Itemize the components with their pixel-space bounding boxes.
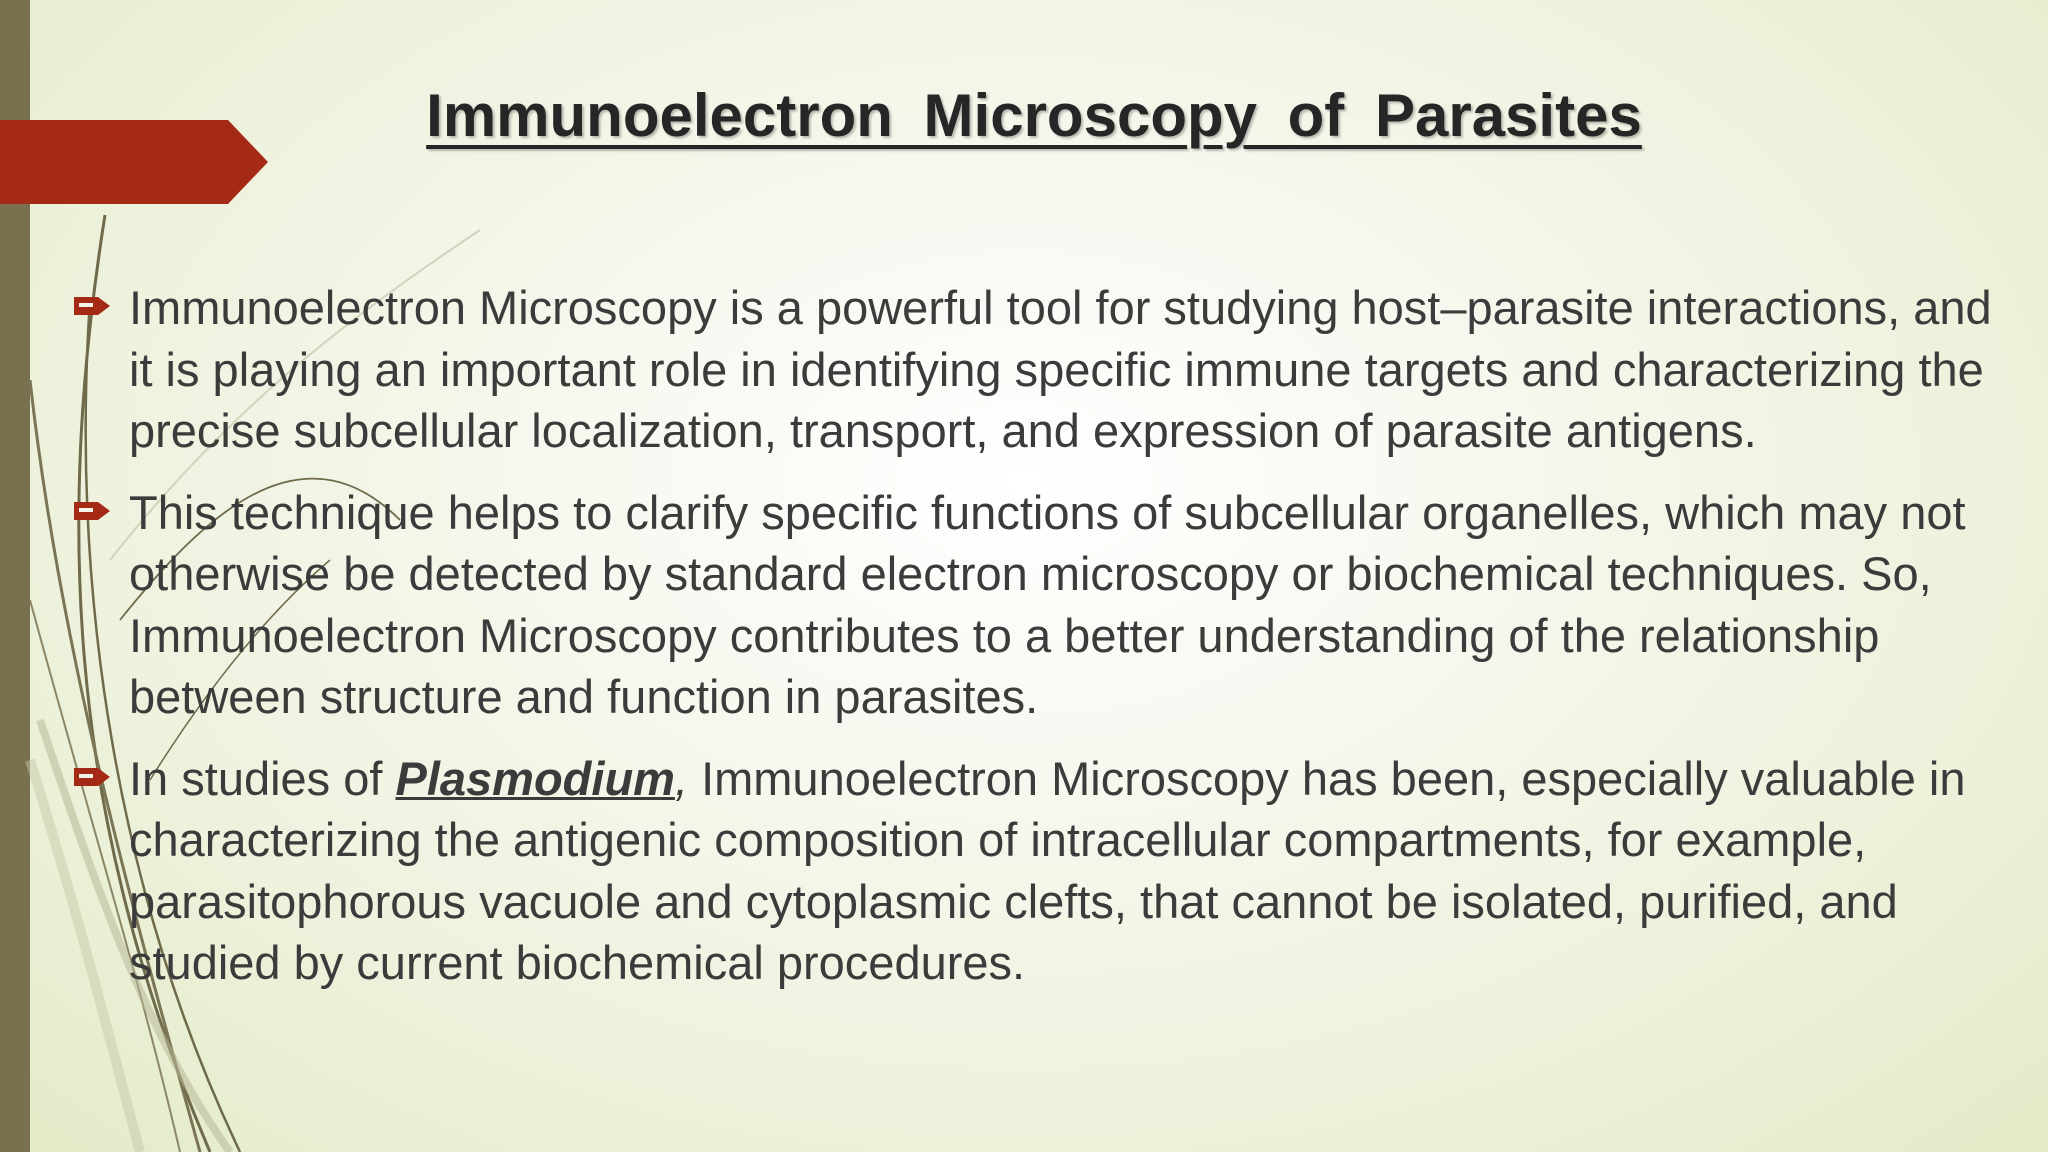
bullet-item bbox=[74, 748, 2014, 994]
bullet-item bbox=[74, 277, 2014, 462]
emphasized-term: Plasmodium bbox=[395, 751, 675, 805]
arrow-bullet-icon bbox=[74, 764, 114, 790]
arrow-bullet-icon bbox=[74, 293, 114, 319]
arrow-bullet-icon bbox=[74, 498, 114, 524]
bullet-item bbox=[74, 482, 2014, 728]
slide-title: Immunoelectron Microscopy of Parasites bbox=[426, 82, 1642, 149]
bullet-list bbox=[74, 277, 2014, 1014]
bullet-text-prefix: In studies of bbox=[129, 751, 396, 805]
bullet-text: Immunoelectron Microscopy is a powerful tool for studying host–parasite interactions, and it is playing an important role in identifying specific immune targets and characterizing the precise subcellular localization, transport, and expression of parasite antigens. bbox=[129, 281, 1992, 457]
bullet-text-suffix: Immunoelectron Microscopy has been, especially valuable in characterizing the antigenic composition of intracellular compartments, for example, parasitophorous vacuole and cytoplasmic clefts, that cannot be isolated, purified, and studied by current biochemical procedures. bbox=[129, 751, 1966, 989]
emphasis-comma: , bbox=[674, 751, 689, 805]
bullet-text: This technique helps to clarify specific functions of subcellular organelles, which may not otherwise be detected by standard electron microscopy or biochemical techniques. So, Immunoelectron Microscopy contributes to a better understanding of the relationship between structure and function in parasites. bbox=[129, 485, 1966, 723]
